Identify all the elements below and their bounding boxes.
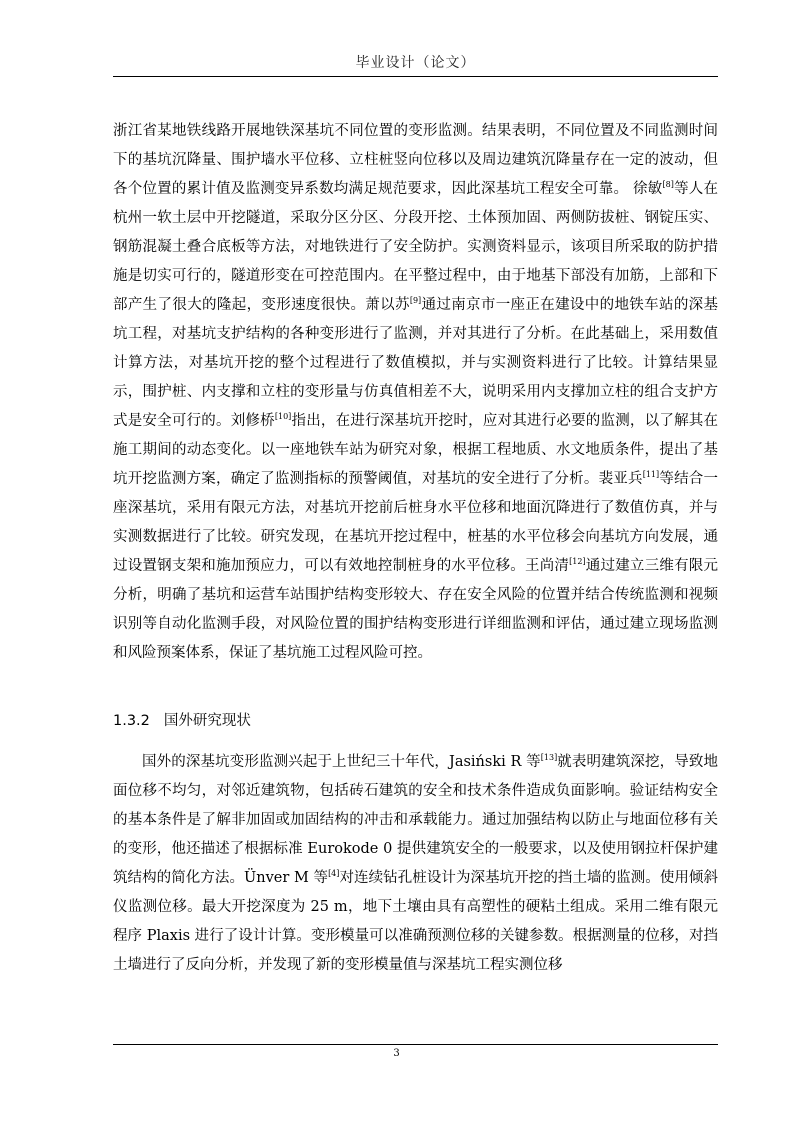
paragraph-1-text-6: 通过建立三维有限元分析，明确了基坑和运营车站围护结构变形较大、存在安全风险的位置并结合传统监测和视频识别等自动化监测手段，对风险位置的围护结构变形进行详细监测和评估，通过建立现场监测和风险预案体系，保证了基坑施工过程风险可控。 xyxy=(113,558,719,661)
citation-12: [12] xyxy=(569,557,586,567)
paragraph-2-text-2: 就表明建筑深挖，导致地面位移不均匀，对邻近建筑物，包括砖石建筑的安全和技术条件造成负面影响。验证结构安全的基本条件是了解非加固或加固结构的冲击和承载能力。通过加强结构以防止与地面位移有关的变形，他还描述了根据标准 Eurokode 0 提供建筑安全的一般要求，以及使用钢拉杆保护建筑结构的简化方法。Ünver M 等 xyxy=(113,754,719,886)
section-number: 1.3.2 xyxy=(113,713,150,729)
paragraph-2-text-3: 对连续钻孔桩设计为深基坑开挖的挡土墙的监测。使用倾斜仪监测位移。最大开挖深度为 25 m，地下土壤由具有高塑性的硬粘土组成。采用二维有限元程序 Plaxis 进行了设计计算。变形模量可以准确预测位移的关键参数。根据测量的位移，对挡土墙进行了反向分析，并发现了新的变形模量值与深基坑工程实测位移 xyxy=(113,870,718,973)
page-header-title: 毕业设计（论文） xyxy=(355,55,476,71)
citation-13: [13] xyxy=(540,753,558,763)
paragraph-1-text-5: 等结合一座深基坑，采用有限元方法，对基坑开挖前后桩身水平位移和地面沉降进行了数值仿真，并与实测数据进行了比较。研究发现，在基坑开挖过程中，桩基的水平位移会向基坑方向发展，通过设置钢支架和施加预应力，可以有效地控制桩身的水平位移。王尚清 xyxy=(113,471,718,574)
paragraph-1-text-1: 浙江省某地铁线路开展地铁深基坑不同位置的变形监测。结果表明，不同位置及不同监测时间下的基坑沉降量、围护墙水平位移、立柱桩竖向位移以及周边建筑沉降量存在一定的波动，但各个位置的累计值及监测变异系数均满足规范要求，因此深基坑工程安全可靠。 徐敏 xyxy=(113,123,718,197)
citation-8: [8] xyxy=(662,180,674,190)
citation-4: [4] xyxy=(328,869,340,879)
footer-rule xyxy=(113,1044,718,1045)
paragraph-2-text-1: 国外的深基坑变形监测兴起于上世纪三十年代，Jasiński R 等 xyxy=(142,754,541,770)
paragraph-1-text-3: 通过南京市一座正在建设中的地铁车站的深基坑工程，对基坑支护结构的各种变形进行了监测，并对其进行了分析。在此基础上，采用数值计算方法，对基坑开挖的整个过程进行了数值模拟，并与实测资料进行了比较。计算结果显示，围护桩、内支撑和立柱的变形量与仿真值相差不大，说明采用内支撑加立柱的组合支护方式是安全可行的。刘修桥 xyxy=(113,297,718,429)
citation-11: [11] xyxy=(642,470,660,480)
paragraph-1-text-2: 等人在杭州一软土层中开挖隧道，采取分区分区、分段开挖、土体预加固、两侧防拔桩、钢锭压实、钢筋混凝土叠合底板等方法，对地铁进行了安全防护。实测资料显示，该项目所采取的防护措施是切实可行的，隧道形变在可控范围内。在平整过程中，由于地基下部没有加筋，上部和下部产生了很大的隆起，变形速度很快。萧以苏 xyxy=(113,181,719,313)
page-number: 3 xyxy=(393,1048,400,1059)
citation-9: [9] xyxy=(409,296,422,306)
section-title: 国外研究现状 xyxy=(163,713,251,729)
header-rule xyxy=(113,76,718,77)
section-heading xyxy=(113,707,251,736)
body-paragraph-2 xyxy=(113,748,718,980)
citation-10: [10] xyxy=(274,412,292,422)
paragraph-1-text-4: 指出，在进行深基坑开挖时，应对其进行必要的监测，以了解其在施工期间的动态变化。以一座地铁车站为研究对象，根据工程地质、水文地质条件，提出了基坑开挖监测方案，确定了监测指标的预警阈值，对基坑的安全进行了分析。裴亚兵 xyxy=(113,413,718,487)
body-paragraph-1 xyxy=(113,117,718,668)
